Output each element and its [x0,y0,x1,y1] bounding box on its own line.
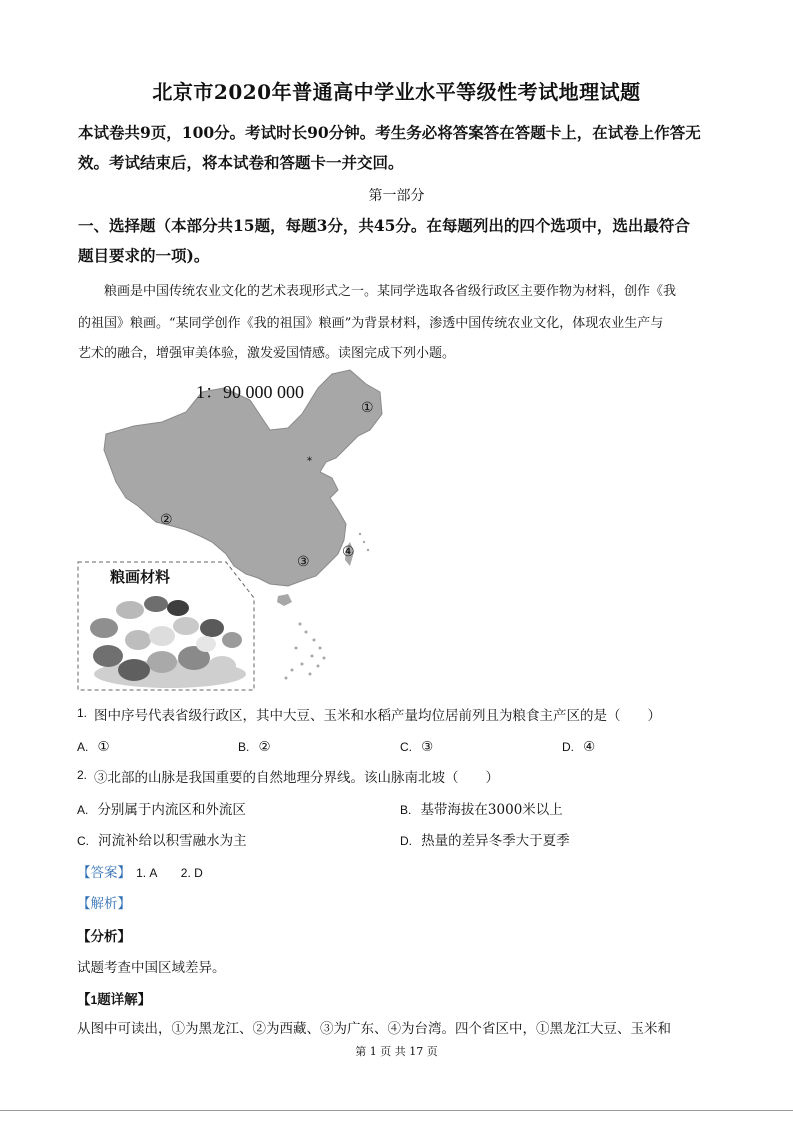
material-line-3: 艺术的融合，增强审美体验，激发爱国情感。读图完成下列小题。 [78,346,456,361]
q2-option-a-letter: A. [77,803,89,817]
map-scale: 1：90 000 000 [196,382,304,402]
answer-text: 1. A 2. D [136,866,203,880]
q1-option-a-letter: A. [77,740,89,754]
exam-title: 北京市2020年普通高中学业水平等级性考试地理试题 [152,80,641,104]
q1-option-c-text: ③ [421,739,434,755]
analysis-label: 【解析】 [77,896,131,912]
q2-option-b-letter: B. [400,803,412,817]
map-marker-2: ② [160,512,173,528]
material-line-1: 粮画是中国传统农业文化的艺术表现形式之一。某同学选取各省级行政区主要作物为材料，创作《我 [104,284,677,299]
q2-option-b-text: 基带海拔在3000米以上 [420,802,563,818]
q1-option-d [562,736,595,755]
q1-option-b [238,736,271,755]
q2-option-b [400,798,563,818]
q2-option-a [77,798,246,818]
q2-option-c [77,829,247,849]
detail-label-open: 【 [77,992,91,1008]
china-mainland-shape [104,370,382,586]
q1-option-c-letter: C. [400,740,412,754]
q1-stem: 图中序号代表省级行政区，其中大豆、玉米和水稻产量均位居前列且为粮食主产区的是（ ） [94,708,661,724]
map-marker-1: ① [361,400,374,416]
detail-label-num: 1 [90,993,98,1007]
q2-option-d-letter: D. [400,834,412,848]
map-marker-3: ③ [297,554,310,570]
q2-stem: ③北部的山脉是我国重要的自然地理分界线。该山脉南北坡（ ） [94,770,499,786]
fenxi-label: 【分析】 [77,929,131,945]
section-heading-line-2: 题目要求的一项)。 [78,246,210,265]
q2-option-c-letter: C. [77,834,89,848]
intro-line-2: 效。考试结束后，将本试卷和答题卡一并交回。 [78,153,404,172]
q2-number: 2. [77,768,88,782]
detail-label [77,988,151,1008]
detail-text: 从图中可读出，①为黑龙江、②为西藏、③为广东、④为台湾。四个省区中，①黑龙江大豆、玉米和 [77,1021,671,1037]
material-line-2: 的祖国》粮画。“某同学创作《我的祖国》粮画”为背景材料，渗透中国传统农业文化，体现农业生产与 [78,316,664,331]
map-marker-4: ④ [342,544,355,560]
q1-option-b-letter: B. [238,740,250,754]
part-title: 第一部分 [368,188,425,204]
intro-line-1: 本试卷共9页，100分。考试时长90分钟。考生务必将答案答在答题卡上，在试卷上作答无 [78,123,701,142]
q1-option-a [77,736,110,755]
q2-option-c-text: 河流补给以积雪融水为主 [98,833,247,849]
bottom-divider [0,1110,793,1111]
hainan-island [277,594,292,606]
q1-number: 1. [77,706,88,720]
q1-option-c [400,736,433,755]
q1-option-d-text: ④ [583,739,596,755]
inset-label: 粮画材料 [110,568,171,586]
q1-option-d-letter: D. [562,740,574,754]
china-map-figure [74,366,394,696]
section-heading-line-1: 一、选择题（本部分共15题，每题3分，共45分。在每题列出的四个选项中，选出最符合 [78,216,690,235]
detail-label-close: 题详解】 [97,992,152,1008]
q2-option-d-text: 热量的差异冬季大于夏季 [421,833,570,849]
answer-line [77,861,203,881]
q1-option-b-text: ② [258,739,271,755]
beijing-star-icon: * [307,456,312,467]
fenxi-text: 试题考查中国区域差异。 [77,960,226,976]
answer-label: 【答案】 [77,865,131,881]
page-footer: 第 1 页 共 17 页 [355,1045,438,1058]
q1-option-a-text: ① [97,739,110,755]
q2-option-a-text: 分别属于内流区和外流区 [97,802,246,818]
q2-option-d [400,829,570,849]
